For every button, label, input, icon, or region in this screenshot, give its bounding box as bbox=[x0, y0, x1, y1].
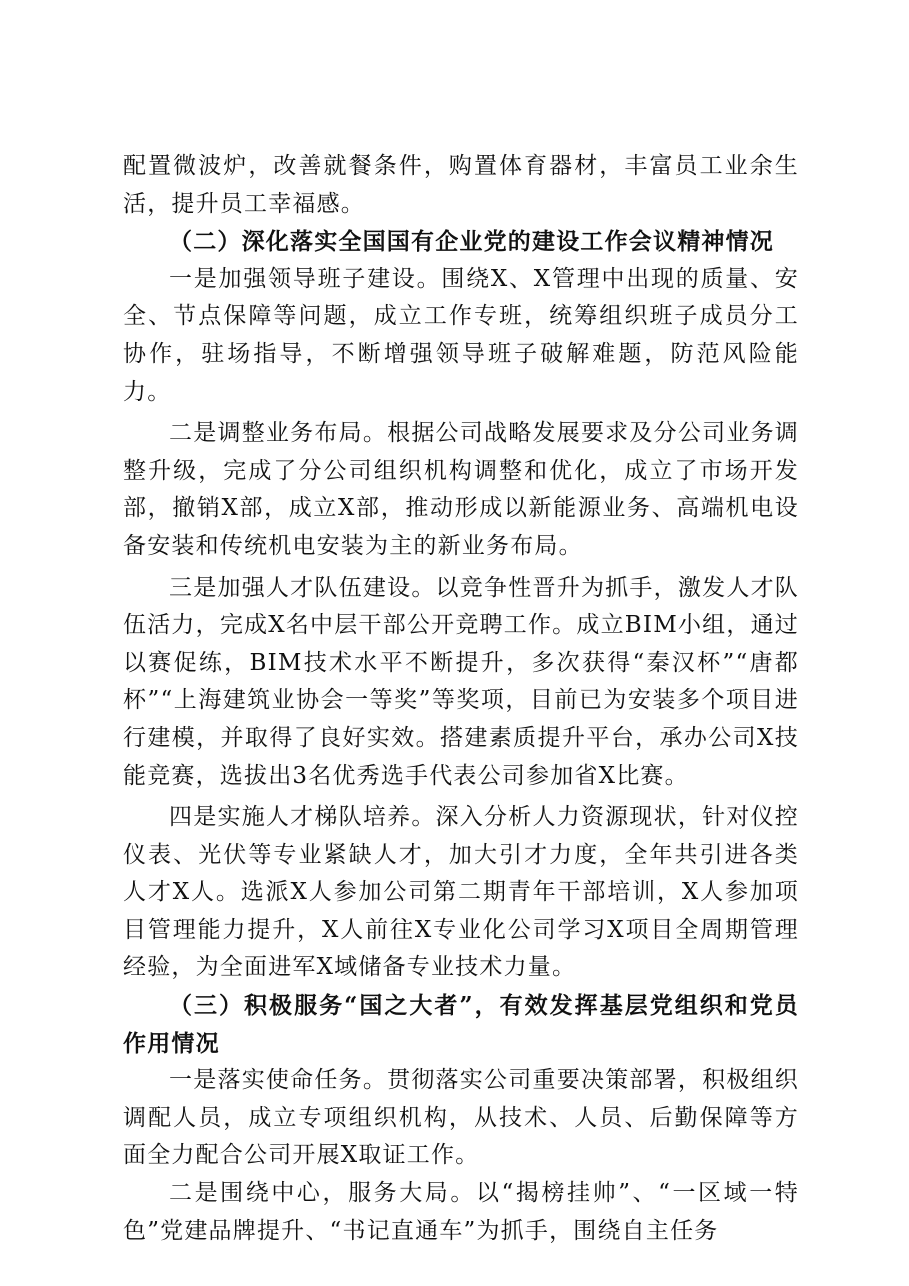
paragraph-continuation: 配置微波炉，改善就餐条件，购置体育器材，丰富员工业余生活，提升员工幸福感。 bbox=[123, 153, 799, 217]
document-body bbox=[123, 148, 799, 1250]
paragraph-talent-team: 三是加强人才队伍建设。以竞争性晋升为抓手，激发人才队伍活力，完成X名中层干部公开竞聘工作。成立BIM小组，通过以赛促练，BIM技术水平不断提升，多次获得“秦汉杯”“唐都杯”“上海建筑业协会一等奖”等奖项，目前已为安装多个项目进行建模，并取得了良好实效。搭建素质提升平台，承办公司X技能竞赛，选拔出3名优秀选手代表公司参加省X比赛。 bbox=[123, 574, 799, 789]
paragraph-mission: 一是落实使命任务。贯彻落实公司重要决策部署，积极组织调配人员，成立专项组织机构，从技术、人员、后勤保障等方面全力配合公司开展X取证工作。 bbox=[123, 1067, 799, 1169]
paragraph-leadership: 一是加强领导班子建设。围绕X、X管理中出现的质量、安全、节点保障等问题，成立工作专班，统筹组织班子成员分工协作，驻场指导，不断增强领导班子破解难题，防范风险能力。 bbox=[123, 265, 799, 405]
section-heading-2: （二）深化落实全国国有企业党的建设工作会议精神情况 bbox=[169, 228, 774, 256]
paragraph-serve-overall: 二是围绕中心，服务大局。以“揭榜挂帅”、“一区域一特色”党建品牌提升、“书记直通车”为抓手，围绕自主任务 bbox=[123, 1180, 799, 1244]
paragraph-talent-echelon: 四是实施人才梯队培养。深入分析人力资源现状，针对仪控仪表、光伏等专业紧缺人才，加大引才力度，全年共引进各类人才X人。选派X人参加公司第二期青年干部培训，X人参加项目管理能力提升，X人前往X专业化公司学习X项目全周期管理经验，为全面进军X域储备专业技术力量。 bbox=[123, 804, 799, 981]
paragraph-business-layout: 二是调整业务布局。根据公司战略发展要求及分公司业务调整升级，完成了分公司组织机构调整和优化，成立了市场开发部，撤销X部，成立X部，推动形成以新能源业务、高端机电设备安装和传统机电安装为主的新业务布局。 bbox=[123, 420, 799, 559]
section-heading-3: （三）积极服务“国之大者”，有效发挥基层党组织和党员作用情况 bbox=[123, 992, 799, 1057]
